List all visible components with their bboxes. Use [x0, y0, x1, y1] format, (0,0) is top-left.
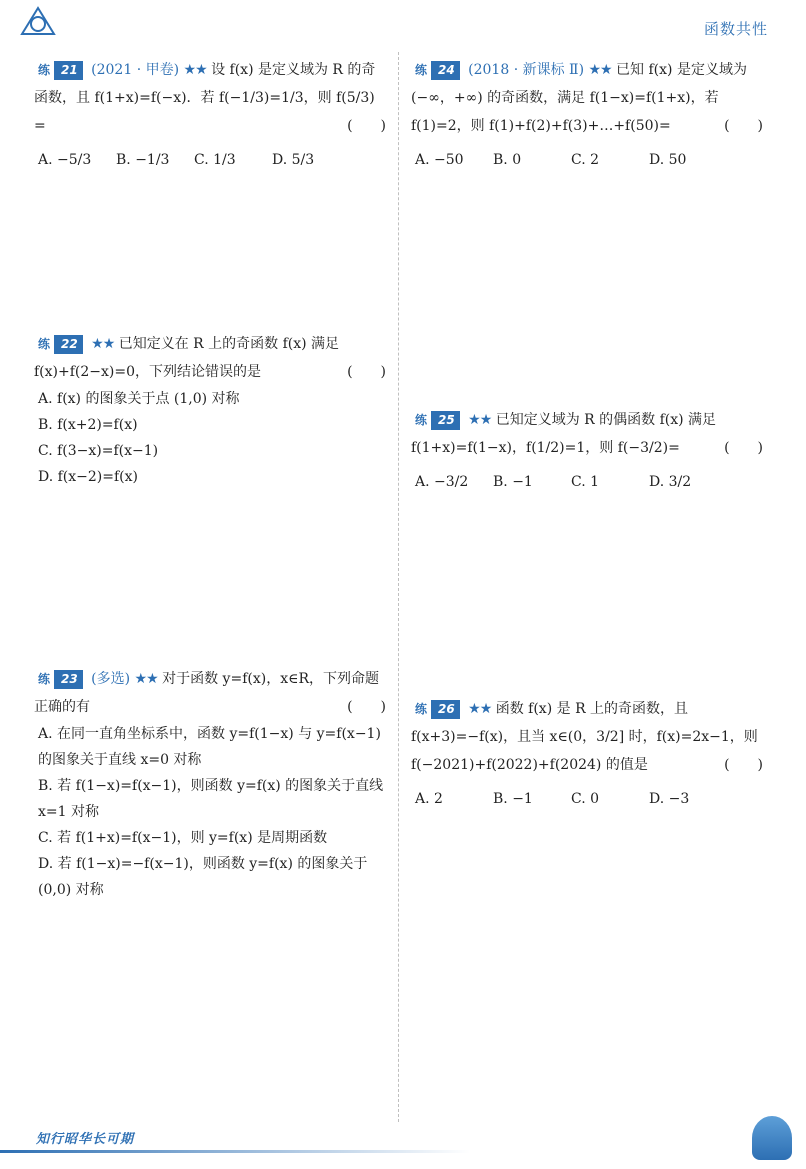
- answer-blank: ( ): [724, 757, 763, 773]
- choice-c[interactable]: C. 1/3: [194, 152, 236, 168]
- question-text: 已知定义在 R 上的奇函数 f(x) 满足 f(x)+f(2−x)=0，下列结论错误的是: [34, 336, 340, 380]
- question-21-stem: [34, 56, 386, 140]
- question-26: [411, 695, 763, 813]
- question-text: 对于函数 y=f(x)，x∈R，下列命题正确的有: [34, 671, 379, 715]
- choice-c[interactable]: C. f(3−x)=f(x−1): [38, 443, 159, 459]
- question-source: (多选): [91, 671, 131, 687]
- choice-b[interactable]: B. 若 f(1−x)=f(x−1)，则函数 y=f(x) 的图象关于直线 x=1 对称: [38, 778, 384, 820]
- question-badge: 练 22: [34, 335, 83, 354]
- choice-a[interactable]: A. −50: [415, 152, 464, 168]
- choice-d[interactable]: D. 3/2: [649, 474, 692, 490]
- choice-list: [34, 386, 386, 490]
- choice-list: [411, 785, 763, 813]
- difficulty-stars: ★★: [91, 336, 115, 352]
- footer-slogan: 知行昭华长可期: [36, 1132, 135, 1147]
- question-source: (2018 · 新课标 Ⅱ): [468, 62, 585, 78]
- choice-c[interactable]: C. 1: [571, 474, 600, 490]
- question-text: 设 f(x) 是定义域为 R 的奇函数，且 f(1+x)=f(−x)．若 f(−1/3)=1/3，则 f(5/3) =: [34, 62, 376, 134]
- difficulty-stars: ★★: [183, 62, 207, 78]
- question-23-stem: [34, 665, 386, 721]
- choice-a[interactable]: A. −5/3: [38, 152, 92, 168]
- question-badge: 练 21: [34, 61, 83, 80]
- choice-b[interactable]: B. −1/3: [116, 152, 170, 168]
- question-26-stem: [411, 695, 763, 779]
- choice-d[interactable]: D. 50: [649, 152, 687, 168]
- question-text: 已知 f(x) 是定义域为 (−∞，+∞) 的奇函数，满足 f(1−x)=f(1+x)，若 f(1)=2，则 f(1)+f(2)+f(3)+…+f(50)=: [411, 62, 747, 134]
- difficulty-stars: ★★: [134, 671, 158, 687]
- answer-blank: ( ): [347, 699, 386, 715]
- difficulty-stars: ★★: [468, 412, 492, 428]
- question-22-stem: [34, 330, 386, 386]
- footer-rule: [0, 1150, 470, 1153]
- difficulty-stars: ★★: [468, 701, 492, 717]
- choice-a[interactable]: A. 2: [415, 791, 443, 807]
- question-24-stem: [411, 56, 763, 140]
- choice-b[interactable]: B. f(x+2)=f(x): [38, 417, 138, 433]
- question-25: [411, 406, 763, 496]
- question-24: [411, 56, 763, 174]
- choice-c[interactable]: C. 0: [571, 791, 600, 807]
- question-text: 函数 f(x) 是 R 上的奇函数，且 f(x+3)=−f(x)，且当 x∈(0，3/2] 时，f(x)=2x−1，则 f(−2021)+f(2022)+f(2024) 的值是: [411, 701, 758, 773]
- choice-c[interactable]: C. 2: [571, 152, 600, 168]
- choice-d[interactable]: D. −3: [649, 791, 690, 807]
- choice-b[interactable]: B. −1: [493, 474, 533, 490]
- difficulty-stars: ★★: [588, 62, 612, 78]
- question-21: [34, 56, 386, 174]
- question-23: [34, 665, 386, 903]
- question-badge: 练 24: [411, 61, 460, 80]
- answer-blank: ( ): [724, 118, 763, 134]
- answer-blank: ( ): [347, 364, 386, 380]
- choice-b[interactable]: B. 0: [493, 152, 522, 168]
- choice-list: [411, 468, 763, 496]
- choice-d[interactable]: D. 若 f(1−x)=−f(x−1)，则函数 y=f(x) 的图象关于 (0,0) 对称: [38, 856, 368, 898]
- choice-list: [411, 146, 763, 174]
- choice-a[interactable]: A. f(x) 的图象关于点 (1,0) 对称: [38, 391, 240, 407]
- question-22: [34, 330, 386, 490]
- choice-a[interactable]: A. −3/2: [415, 474, 469, 490]
- choice-list: [34, 146, 386, 174]
- page-tab-decoration: [752, 1116, 792, 1160]
- answer-blank: ( ): [724, 440, 763, 456]
- choice-list: [34, 721, 386, 903]
- question-source: (2021 · 甲卷): [91, 62, 180, 78]
- question-text: 已知定义域为 R 的偶函数 f(x) 满足 f(1+x)=f(1−x)，f(1/2)=1，则 f(−3/2)=: [411, 412, 717, 456]
- logo-icon: [18, 4, 58, 40]
- page-header-title: 函数共性: [703, 20, 768, 38]
- choice-d[interactable]: D. f(x−2)=f(x): [38, 469, 138, 485]
- answer-blank: ( ): [347, 118, 386, 134]
- choice-b[interactable]: B. −1: [493, 791, 533, 807]
- question-badge: 练 26: [411, 700, 460, 719]
- choice-d[interactable]: D. 5/3: [272, 152, 315, 168]
- question-badge: 练 25: [411, 411, 460, 430]
- question-badge: 练 23: [34, 670, 83, 689]
- choice-c[interactable]: C. 若 f(1+x)=f(x−1)，则 y=f(x) 是周期函数: [38, 830, 328, 846]
- question-25-stem: [411, 406, 763, 462]
- column-divider: [398, 52, 399, 1122]
- choice-a[interactable]: A. 在同一直角坐标系中，函数 y=f(1−x) 与 y=f(x−1) 的图象关于直线 x=0 对称: [38, 726, 381, 768]
